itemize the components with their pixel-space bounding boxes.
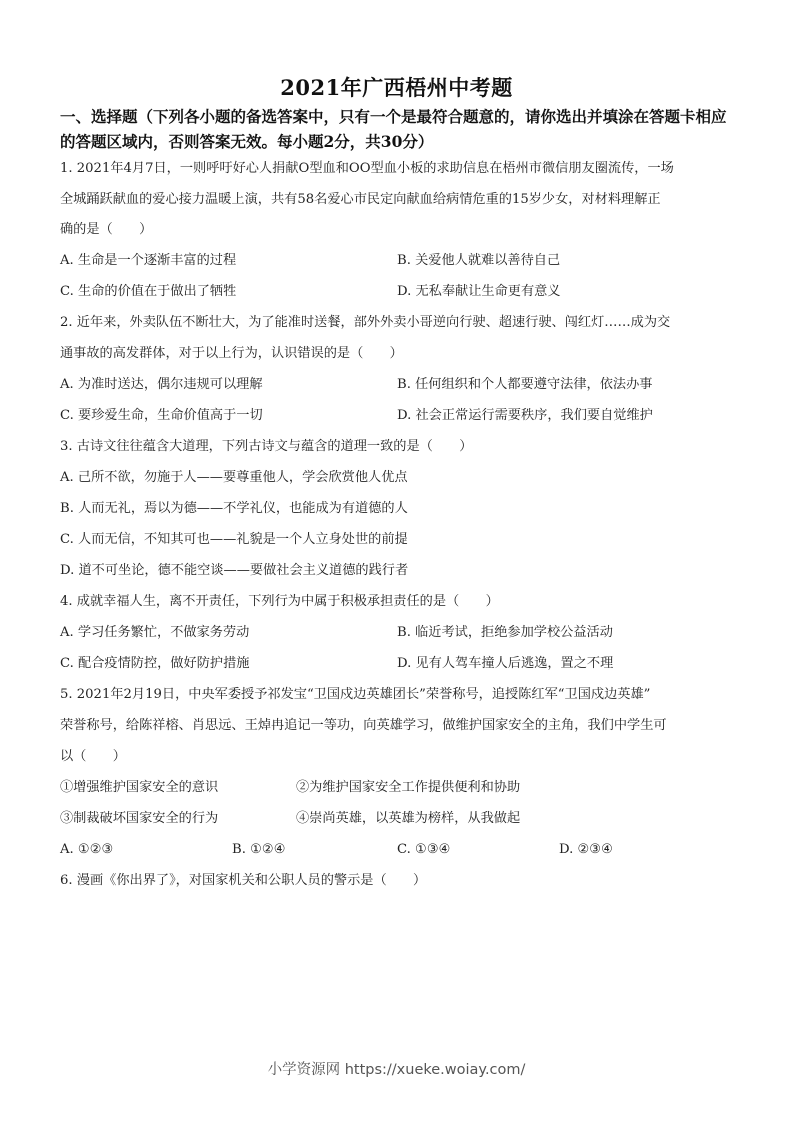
option-c: C. 生命的价值在于做出了牺牲 bbox=[60, 284, 237, 299]
question-text-line: 4. 成就幸福人生，离不开责任，下列行为中属于积极承担责任的是（ ） bbox=[60, 594, 499, 609]
option-a: A. ①②③ bbox=[60, 842, 114, 857]
statement-2: ②为维护国家安全工作提供便利和协助 bbox=[296, 780, 521, 795]
option-c: C. 人而无信，不知其可也——礼貌是一个人立身处世的前提 bbox=[60, 532, 408, 547]
option-b: B. 人而无礼，焉以为德——不学礼仪，也能成为有道德的人 bbox=[60, 501, 408, 516]
section-heading: 一、选择题（下列各小题的备选答案中，只有一个是最符合题意的，请你选出并填涂在答题卡相应的答题区域内，否则答案无效。每小题2分，共30分） bbox=[60, 107, 727, 151]
question-text-line: 6. 漫画《你出界了》，对国家机关和公职人员的警示是（ ） bbox=[60, 873, 427, 888]
option-b: B. 任何组织和个人都要遵守法律，依法办事 bbox=[397, 377, 653, 392]
question-text-line: 荣誉称号，给陈祥榕、肖思远、王焯冉追记一等功，向英雄学习，做维护国家安全的主角，我们中学生可 bbox=[60, 718, 667, 733]
question-text-line: 通事故的高发群体，对于以上行为，认识错误的是（ ） bbox=[60, 346, 403, 361]
option-a: A. 学习任务繁忙，不做家务劳动 bbox=[60, 625, 250, 640]
option-b: B. 临近考试，拒绝参加学校公益活动 bbox=[397, 625, 613, 640]
statement-3: ③制裁破坏国家安全的行为 bbox=[60, 811, 219, 826]
option-d: D. 道不可坐论，德不能空谈——要做社会主义道德的践行者 bbox=[60, 563, 409, 578]
option-c: C. ①③④ bbox=[397, 842, 451, 857]
footer-watermark: 小学资源网 https://xueke.woiay.com/ bbox=[267, 1062, 526, 1078]
option-b: B. 关爱他人就难以善待自己 bbox=[397, 253, 561, 268]
question-text-line: 3. 古诗文往往蕴含大道理，下列古诗文与蕴含的道理一致的是（ ） bbox=[60, 439, 473, 454]
page-title: 2021年广西梧州中考题 bbox=[280, 75, 513, 100]
option-a: A. 己所不欲，勿施于人——要尊重他人，学会欣赏他人优点 bbox=[60, 470, 408, 485]
question-text-line: 以（ ） bbox=[60, 749, 126, 764]
option-d: D. ②③④ bbox=[559, 842, 613, 857]
option-d: D. 社会正常运行需要秩序，我们要自觉维护 bbox=[397, 408, 653, 423]
option-a: A. 生命是一个逐渐丰富的过程 bbox=[60, 253, 237, 268]
question-text-line: 确的是（ ） bbox=[60, 222, 153, 237]
option-d: D. 见有人驾车撞人后逃逸，置之不理 bbox=[397, 656, 614, 671]
option-d: D. 无私奉献让生命更有意义 bbox=[397, 284, 561, 299]
question-text-line: 全城踊跃献血的爱心接力温暖上演，共有58名爱心市民定向献血给病情危重的15岁少女，对材料理解正 bbox=[60, 192, 661, 207]
option-a: A. 为准时送达，偶尔违规可以理解 bbox=[60, 377, 263, 392]
option-c: C. 配合疫情防控，做好防护措施 bbox=[60, 656, 250, 671]
option-b: B. ①②④ bbox=[232, 842, 286, 857]
question-text-line: 1. 2021年4月7日，一则呼吁好心人捐献O型血和OO型血小板的求助信息在梧州市微信朋友圈流传，一场 bbox=[60, 161, 674, 176]
statement-1: ①增强维护国家安全的意识 bbox=[60, 780, 219, 795]
option-c: C. 要珍爱生命，生命价值高于一切 bbox=[60, 408, 263, 423]
question-text-line: 2. 近年来，外卖队伍不断壮大，为了能准时送餐，部外外卖小哥逆向行驶、超速行驶、闯红灯……成为交 bbox=[60, 315, 671, 330]
question-text-line: 5. 2021年2月19日，中央军委授予祁发宝“卫国戍边英雄团长”荣誉称号，追授陈红军“卫国戍边英雄” bbox=[60, 687, 651, 702]
statement-4: ④崇尚英雄，以英雄为榜样，从我做起 bbox=[296, 811, 521, 826]
